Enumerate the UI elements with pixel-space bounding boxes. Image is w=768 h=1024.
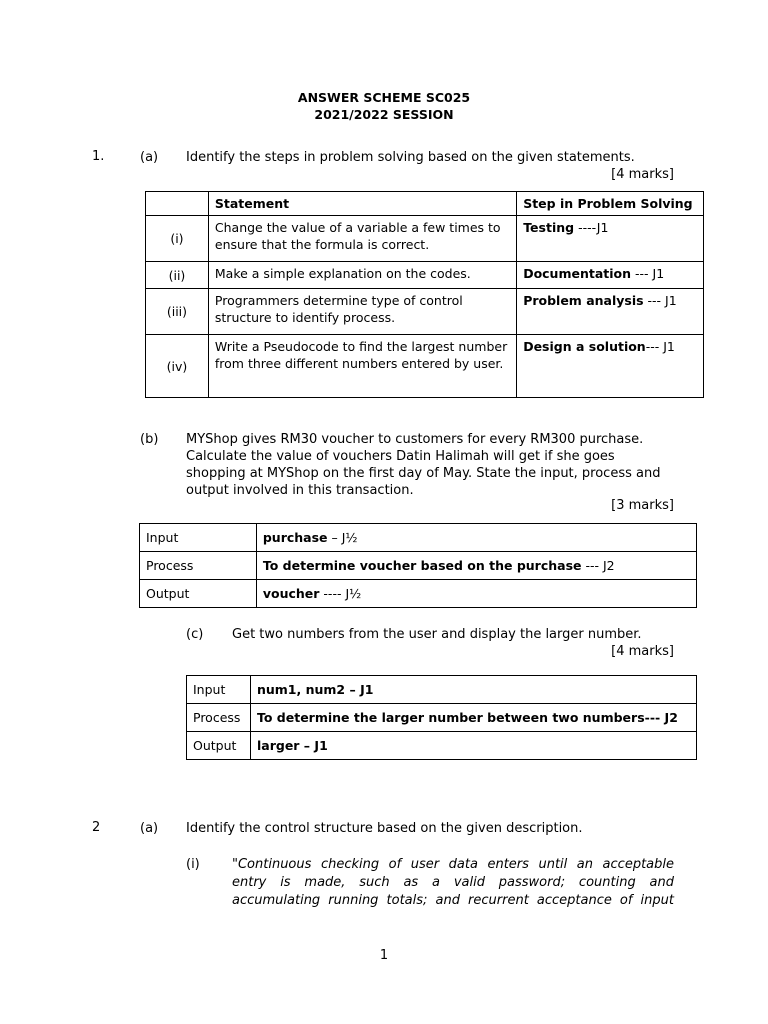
table-row (146, 216, 704, 262)
table-row (187, 704, 697, 732)
part-label: (a) (140, 150, 159, 165)
step-mark: --- J1 (645, 339, 675, 354)
ipo-label: Process (140, 552, 257, 580)
subpart-label: (i) (186, 857, 200, 872)
ipo-mark: ---- J½ (319, 586, 362, 601)
ipo-answer: To determine the larger number between two numbers--- J2 (250, 704, 696, 732)
marks-label: [4 marks] (611, 644, 674, 659)
ipo-table-b (139, 523, 697, 608)
table-row (140, 524, 697, 552)
quote-line: "Continuous checking of user data enters until an acceptable (232, 857, 674, 872)
table-row (146, 289, 704, 335)
ipo-answer: num1, num2 – J1 (250, 676, 696, 704)
ipo-answer: voucher (262, 586, 320, 601)
question-text: Get two numbers from the user and display the larger number. (232, 627, 642, 642)
table-header-row (146, 192, 704, 216)
ipo-label: Input (187, 676, 251, 704)
table-row (187, 732, 697, 760)
problem-solving-table (145, 191, 704, 398)
ipo-label: Input (140, 524, 257, 552)
step-answer: Problem analysis (523, 293, 644, 308)
part-label: (b) (140, 432, 159, 447)
question-number: 1. (92, 149, 105, 164)
quote-line: entry is made, such as a valid password; counting and (232, 875, 674, 890)
marks-label: [3 marks] (611, 498, 674, 513)
document-title: ANSWER SCHEME SC025 (297, 90, 471, 105)
step-answer: Testing (523, 220, 575, 235)
step-cell (517, 216, 704, 262)
ipo-mark: – J½ (327, 530, 358, 545)
question-number: 2 (92, 820, 101, 835)
quote-line: accumulating running totals; and recurrent acceptance of input (232, 893, 674, 908)
step-mark: ----J1 (574, 220, 609, 235)
ipo-value-cell (256, 580, 696, 608)
marks-label: [4 marks] (611, 167, 674, 182)
table-row (146, 335, 704, 398)
ipo-answer: purchase (262, 530, 328, 545)
statement-cell: Make a simple explanation on the codes. (208, 262, 516, 289)
question-text: Identify the control structure based on the given description. (186, 821, 583, 836)
step-answer: Design a solution (523, 339, 646, 354)
ipo-mark: --- J2 (581, 558, 615, 573)
row-number: (i) (146, 216, 209, 262)
statement-cell: Change the value of a variable a few times to ensure that the formula is correct. (208, 216, 516, 262)
table-row (140, 552, 697, 580)
session-label: 2021/2022 SESSION (314, 107, 454, 122)
ipo-label: Process (187, 704, 251, 732)
table-header: Statement (208, 192, 516, 216)
table-cell (146, 192, 209, 216)
ipo-answer: larger – J1 (250, 732, 696, 760)
ipo-label: Output (187, 732, 251, 760)
question-text: MYShop gives RM30 voucher to customers for every RM300 purchase. Calculate the value of vouchers Datin Halimah will get if she goes shopping at MYShop on the first day of May. State the input, process and output involved in this transaction. (186, 432, 661, 498)
part-label: (a) (140, 821, 159, 836)
ipo-table-c (186, 675, 697, 760)
row-number: (iv) (146, 335, 209, 398)
step-cell (517, 335, 704, 398)
step-cell (517, 262, 704, 289)
question-text: Identify the steps in problem solving based on the given statements. (186, 150, 635, 165)
table-row (146, 262, 704, 289)
row-number: (iii) (146, 289, 209, 335)
page-number: 1 (379, 948, 389, 963)
ipo-value-cell (256, 552, 696, 580)
step-mark: --- J1 (643, 293, 677, 308)
statement-cell: Write a Pseudocode to find the largest number from three different numbers entered by user. (208, 335, 516, 398)
part-label: (c) (186, 627, 204, 642)
table-row (140, 580, 697, 608)
table-header: Step in Problem Solving (517, 192, 704, 216)
step-answer: Documentation (523, 266, 632, 281)
statement-cell: Programmers determine type of control structure to identify process. (208, 289, 516, 335)
ipo-label: Output (140, 580, 257, 608)
step-mark: --- J1 (631, 266, 665, 281)
table-row (187, 676, 697, 704)
step-cell (517, 289, 704, 335)
row-number: (ii) (146, 262, 209, 289)
ipo-value-cell (256, 524, 696, 552)
ipo-answer: To determine voucher based on the purchase (262, 558, 582, 573)
